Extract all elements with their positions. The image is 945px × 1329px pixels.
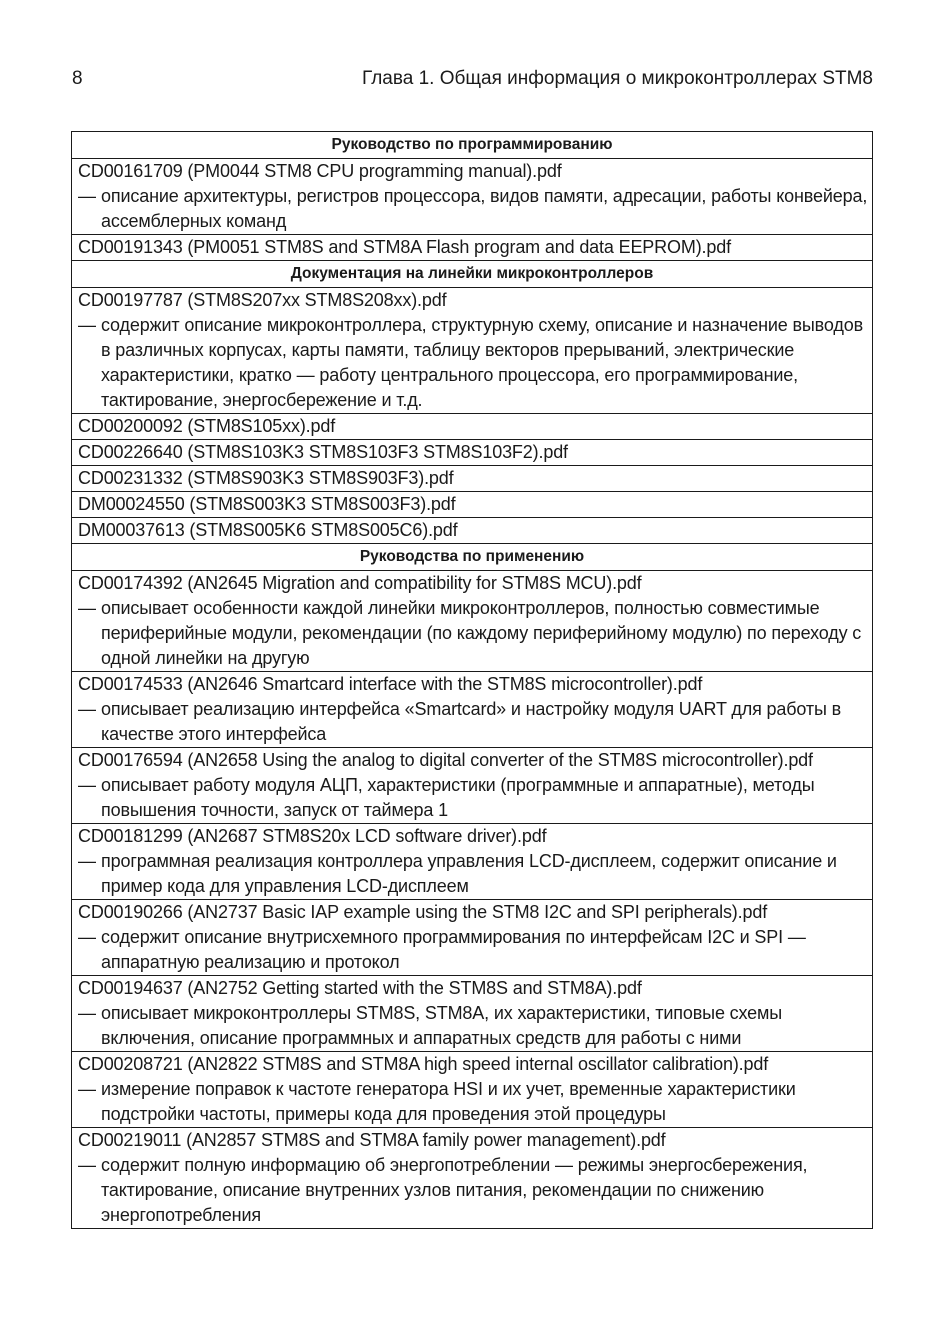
entry-row (72, 900, 873, 976)
em-dash: — (78, 1155, 96, 1175)
entry-description (78, 773, 868, 823)
entry-description (78, 313, 868, 413)
entry-description-text: описание архитектуры, регистров процессора, видов памяти, адресации, работы конвейера, ассемблерных команд (101, 186, 868, 231)
entry-filename: CD00194637 (AN2752 Getting started with the STM8S and STM8A).pdf (78, 978, 642, 998)
entry-filename: CD00176594 (AN2658 Using the analog to digital converter of the STM8S microcontroller).pdf (78, 750, 813, 770)
entry-description (78, 1001, 868, 1051)
em-dash: — (78, 1003, 96, 1023)
entry-filename: DM00037613 (STM8S005K6 STM8S005C6).pdf (78, 520, 458, 540)
entry-row (72, 518, 873, 544)
em-dash: — (78, 1079, 96, 1099)
section-header-row (72, 544, 873, 571)
section-title: Руководство по программированию (72, 132, 873, 159)
section-title: Руководства по применению (72, 544, 873, 571)
entry-description (78, 925, 868, 975)
entry-row (72, 824, 873, 900)
section-header-row (72, 261, 873, 288)
entry-description-text: описывает реализацию интерфейса «Smartcard» и настройку модуля UART для работы в качестве этого интерфейса (101, 699, 842, 744)
entry-row (72, 440, 873, 466)
entry-row (72, 466, 873, 492)
entry-row (72, 414, 873, 440)
entry-description (78, 1077, 868, 1127)
entry-filename: CD00197787 (STM8S207xx STM8S208xx).pdf (78, 290, 447, 310)
em-dash: — (78, 315, 96, 335)
entry-description (78, 184, 868, 234)
entry-row (72, 492, 873, 518)
entry-description (78, 697, 868, 747)
section-title: Документация на линейки микроконтроллеров (72, 261, 873, 288)
entry-description-text: измерение поправок к частоте генератора HSI и их учет, временные характеристики подстройки частоты, примеры кода для проведения этой процедуры (101, 1079, 796, 1124)
entry-filename: CD00231332 (STM8S903K3 STM8S903F3).pdf (78, 468, 454, 488)
em-dash: — (78, 598, 96, 618)
entry-row (72, 235, 873, 261)
entry-description-text: содержит описание внутрисхемного программирования по интерфейсам I2C и SPI — аппаратную реализацию и протокол (101, 927, 806, 972)
entry-filename: CD00174392 (AN2645 Migration and compatibility for STM8S MCU).pdf (78, 573, 642, 593)
entry-description-text: содержит полную информацию об энергопотреблении — режимы энергосбережения, тактирование, описание внутренних узлов питания, рекомендации по снижению энергопотребления (101, 1155, 808, 1225)
entry-description-text: описывает микроконтроллеры STM8S, STM8A, их характеристики, типовые схемы включения, описание программных и аппаратных средств для работы с ними (101, 1003, 783, 1048)
entry-row (72, 288, 873, 414)
entry-filename: DM00024550 (STM8S003K3 STM8S003F3).pdf (78, 494, 456, 514)
em-dash: — (78, 186, 96, 206)
documentation-table (71, 131, 873, 1229)
entry-row (72, 748, 873, 824)
entry-filename: CD00208721 (AN2822 STM8S and STM8A high speed internal oscillator calibration).pdf (78, 1054, 769, 1074)
entry-row (72, 1128, 873, 1229)
page-number: 8 (72, 68, 83, 89)
entry-filename: CD00161709 (PM0044 STM8 CPU programming manual).pdf (78, 161, 562, 181)
entry-description (78, 596, 868, 671)
entry-description (78, 849, 868, 899)
entry-row (72, 672, 873, 748)
entry-filename: CD00190266 (AN2737 Basic IAP example using the STM8 I2C and SPI peripherals).pdf (78, 902, 768, 922)
em-dash: — (78, 851, 96, 871)
entry-filename: CD00226640 (STM8S103K3 STM8S103F3 STM8S103F2).pdf (78, 442, 568, 462)
entry-filename: CD00191343 (PM0051 STM8S and STM8A Flash program and data EEPROM).pdf (78, 237, 731, 257)
entry-description-text: описывает работу модуля АЦП, характеристики (программные и аппаратные), методы повышения точности, запуск от таймера 1 (101, 775, 815, 820)
em-dash: — (78, 775, 96, 795)
entry-row (72, 1052, 873, 1128)
entry-description-text: описывает особенности каждой линейки микроконтроллеров, полностью совместимые периферийные модули, рекомендации (по каждому периферийному модулю) по переходу с одной линейки на другую (101, 598, 862, 668)
entry-row (72, 976, 873, 1052)
entry-filename: CD00174533 (AN2646 Smartcard interface with the STM8S microcontroller).pdf (78, 674, 703, 694)
entry-filename: CD00219011 (AN2857 STM8S and STM8A family power management).pdf (78, 1130, 666, 1150)
entry-filename: CD00181299 (AN2687 STM8S20x LCD software driver).pdf (78, 826, 547, 846)
entry-description-text: программная реализация контроллера управления LCD-дисплеем, содержит описание и пример кода для управления LCD-дисплеем (101, 851, 837, 896)
running-head: Глава 1. Общая информация о микроконтроллерах STM8 (361, 68, 873, 89)
entry-description-text: содержит описание микроконтроллера, структурную схему, описание и назначение выводов в различных корпусах, карты памяти, таблицу векторов прерываний, электрические характеристики, кратко — работу центрального процессора, его программирование, тактирование, энергосбережение и т.д. (101, 315, 863, 410)
em-dash: — (78, 699, 96, 719)
em-dash: — (78, 927, 96, 947)
entry-row (72, 159, 873, 235)
entry-row (72, 571, 873, 672)
entry-description (78, 1153, 868, 1228)
section-header-row (72, 132, 873, 159)
entry-filename: CD00200092 (STM8S105xx).pdf (78, 416, 336, 436)
